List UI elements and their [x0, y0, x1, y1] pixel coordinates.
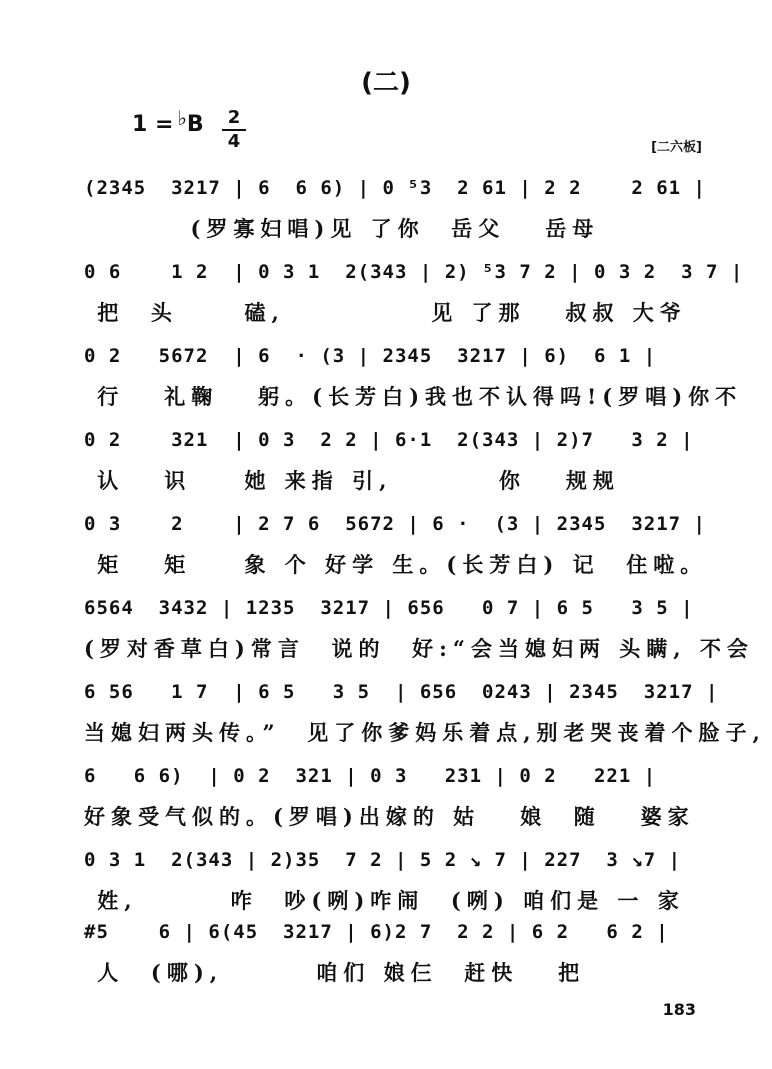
system-2 — [84, 252, 744, 344]
system-1 — [84, 168, 712, 260]
system-7 — [84, 672, 766, 764]
notation-line: 0 2 321 | 0 3 2 2 | 6·1 2(343 | 2)7 3 2 | — [84, 429, 694, 451]
key-prefix: 1 = — [132, 112, 174, 137]
lyric-line: 姓, 咋 吵(咧)咋闹 (咧) 咱们是 一 家 — [84, 888, 685, 913]
notation-line: 0 2 5672 | 6 · (3 | 2345 3217 | 6) 6 1 | — [84, 345, 657, 367]
system-6 — [84, 588, 754, 680]
page-number: 183 — [662, 1000, 696, 1019]
banqiang-label: [二六板] — [651, 140, 702, 155]
meter-bottom: 4 — [227, 131, 241, 152]
key-signature — [132, 106, 204, 137]
time-signature — [222, 108, 246, 152]
notation-line: 0 3 2 | 2 7 6 5672 | 6 · (3 | 2345 3217 | — [84, 513, 706, 535]
system-4 — [84, 420, 712, 512]
lyric-line: 把 头 磕, 见 了那 叔叔 大爷 — [84, 300, 687, 325]
notation-line: 0 6 1 2 | 0 3 1 2(343 | 2) ⁵3 7 2 | 0 3 2 3 7 | — [84, 261, 744, 283]
key-note: B — [186, 112, 204, 137]
lyric-line: (罗寡妇唱)见 了你 岳父 岳母 — [84, 216, 600, 241]
notation-line: 0 3 1 2(343 | 2)35 7 2 | 5 2 ↘ 7 | 227 3 ↘7 | — [84, 849, 682, 871]
lyric-line: 当媳妇两头传。” 见了你爹妈乐着点,别老哭丧着个脸子, — [84, 720, 766, 745]
meter-top: 2 — [227, 107, 241, 128]
lyric-line: (罗对香草白)常言 说的 好:“会当媳妇两 头瞒, 不会 — [84, 636, 754, 661]
system-5 — [84, 504, 712, 596]
notation-line: (2345 3217 | 6 6 6) | 0 ⁵3 2 61 | 2 2 2 61 | — [84, 177, 706, 199]
flat-sign: ♭ — [177, 106, 187, 130]
lyric-line: 人 (哪), 咱们 娘仨 赶快 把 — [84, 960, 586, 985]
notation-line: 6564 3432 | 1235 3217 | 656 0 7 | 6 5 3 5 | — [84, 597, 694, 619]
notation-line: 6 56 1 7 | 6 5 3 5 | 656 0243 | 2345 3217 | — [84, 681, 719, 703]
lyric-line: 矩 矩 象 个 好学 生。(长芳白) 记 住啦。 — [84, 552, 708, 577]
lyric-line: 行 礼鞠 躬。(长芳白)我也不认得吗!(罗唱)你不 — [84, 384, 743, 409]
system-3 — [84, 336, 743, 428]
section-title: (二) — [361, 68, 411, 98]
lyric-line: 认 识 她 来指 引, 你 规规 — [84, 468, 620, 493]
lyric-line: 好象受气似的。(罗唱)出嫁的 姑 娘 随 婆家 — [84, 804, 695, 829]
system-10 — [84, 912, 712, 1004]
notation-line: #5 6 | 6(45 3217 | 6)2 7 2 2 | 6 2 6 2 | — [84, 921, 669, 943]
notation-line: 6 6 6) | 0 2 321 | 0 3 231 | 0 2 221 | — [84, 765, 657, 787]
system-8 — [84, 756, 712, 848]
